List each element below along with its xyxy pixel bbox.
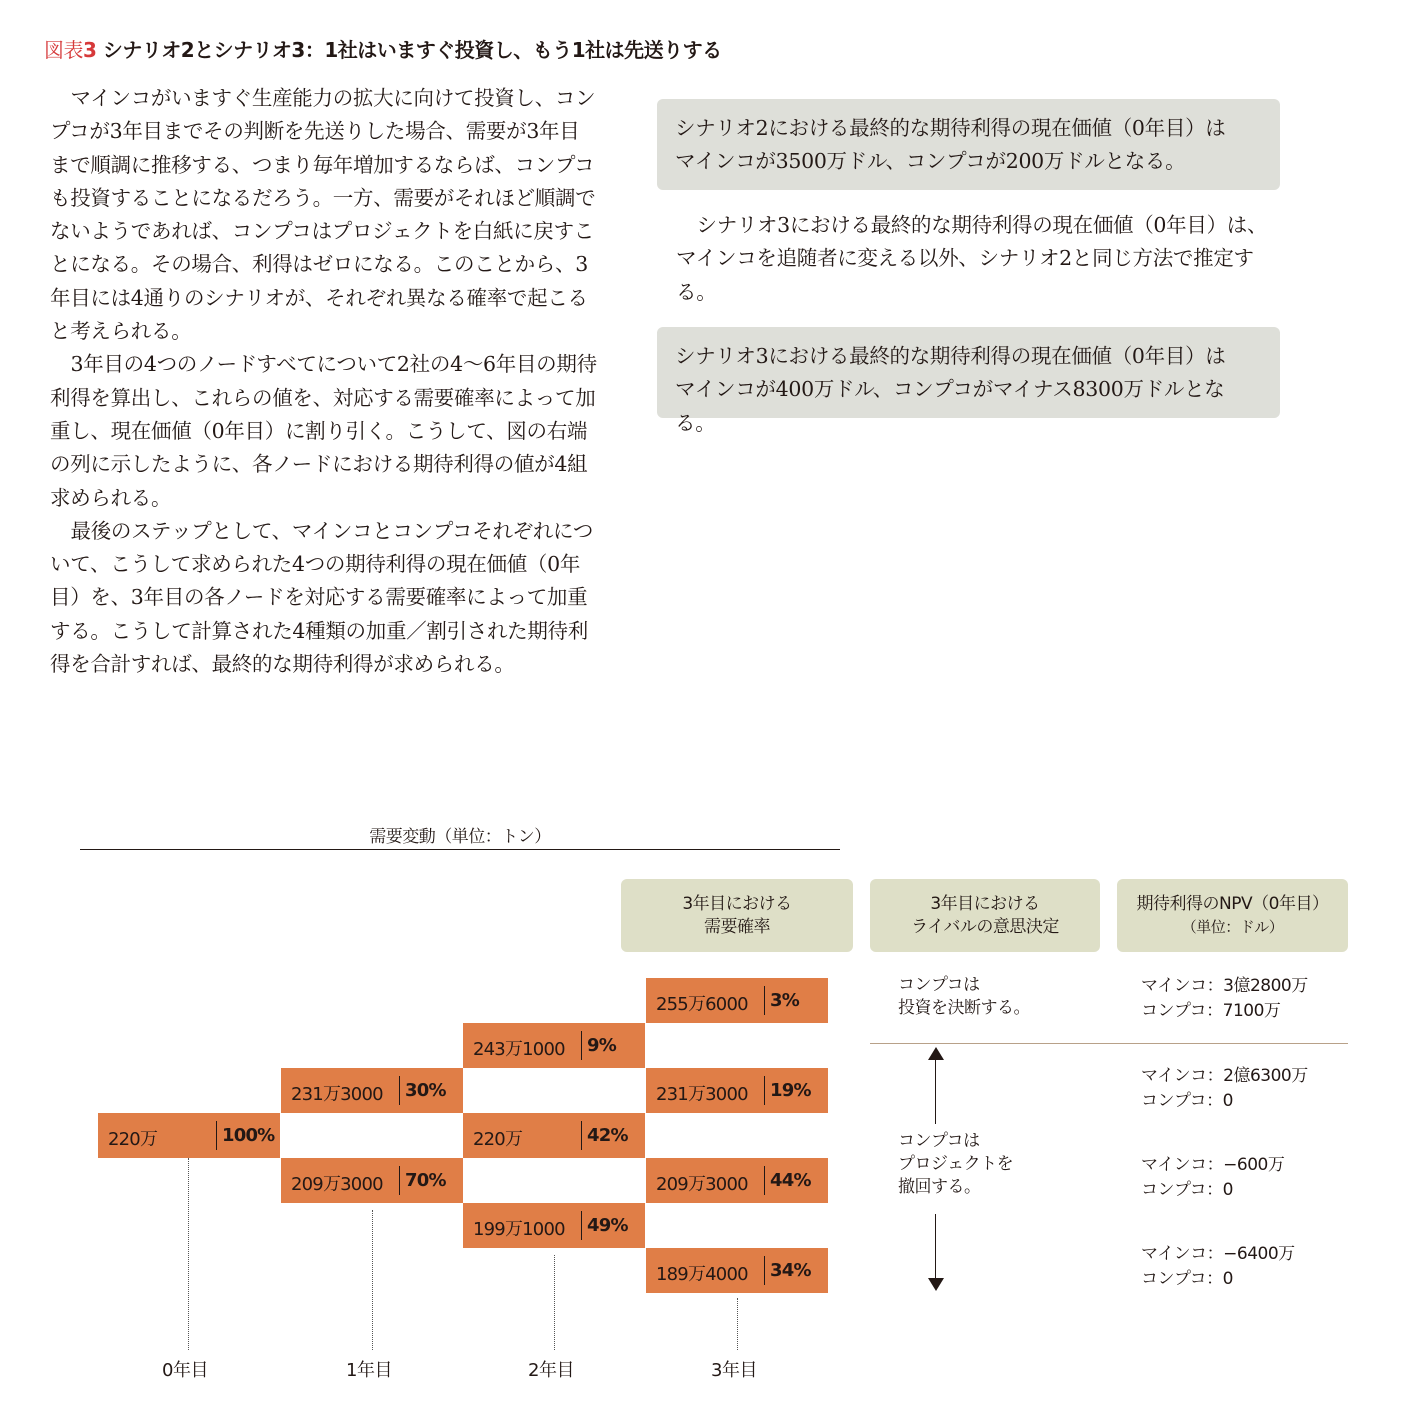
demand-probability: 9% — [587, 1035, 616, 1056]
body-paragraph-3: 最後のステップとして、マインコとコンプコそれぞれについて、こうして求められた4つの期待利得の現在価値（0年目）を、3年目の各ノードを対応する需要確率によって加重する。こうして計算された4種類の加重／割引された期待利得を合計すれば、最終的な期待利得が求められる。 — [50, 518, 594, 677]
demand-node — [463, 1023, 645, 1068]
demand-probability: 34% — [770, 1260, 811, 1281]
demand-probability: 3% — [770, 990, 799, 1011]
arrow-down-line — [935, 1214, 936, 1278]
arrow-down-icon — [928, 1278, 944, 1291]
header-npv — [1117, 879, 1348, 952]
demand-value: 189万4000 — [656, 1264, 748, 1285]
demand-node — [646, 1068, 828, 1113]
year3-guide-line — [737, 1298, 738, 1350]
chart-heading-rule — [80, 849, 840, 850]
npv-compco: コンプコ：0 — [1141, 1180, 1233, 1200]
demand-value: 231万3000 — [291, 1084, 383, 1105]
scenario3-explanation-text: シナリオ3における最終的な期待利得の現在価値（0年目）は、マインコを追随者に変える以外、シナリオ2と同じ方法で推定する。 — [676, 213, 1268, 304]
demand-probability: 19% — [770, 1080, 811, 1101]
header-npv-line2: （単位：ドル） — [1181, 917, 1284, 936]
figure-title — [44, 34, 722, 63]
header-dec-line2: ライバルの意思決定 — [911, 916, 1059, 937]
decision-invest-line2: 投資を決断する。 — [898, 998, 1030, 1018]
header-demand-probability — [621, 879, 853, 952]
demand-node — [646, 1158, 828, 1203]
chart-heading: 需要変動（単位：トン） — [369, 827, 551, 847]
decision-withdraw-line3: 撤回する。 — [898, 1177, 981, 1197]
decision-invest-line1: コンプコは — [898, 975, 980, 995]
year-label-1: 1年目 — [346, 1360, 392, 1381]
npv-entry — [1141, 1153, 1284, 1203]
year-label-0: 0年目 — [162, 1360, 208, 1381]
demand-node — [646, 1248, 828, 1293]
decision-invest — [898, 974, 1030, 1020]
decision-divider — [870, 1043, 1348, 1044]
header-prob-line1: 3年目における — [682, 893, 792, 914]
npv-maynco: マインコ：−600万 — [1141, 1155, 1285, 1175]
year2-guide-line — [554, 1255, 555, 1350]
demand-value: 231万3000 — [656, 1084, 748, 1105]
body-text — [50, 82, 598, 681]
decision-withdraw-line1: コンプコは — [898, 1131, 980, 1151]
body-paragraph-1: マインコがいますぐ生産能力の拡大に向けて投資し、コンプコが3年目までその判断を先送りした場合、需要が3年目まで順調に推移する、つまり毎年増加するならば、コンプコも投資することになるだろう。一方、需要がそれほど順調でないようであれば、コンプコはプロジェクトを白紙に戻すことになる。その場合、利得はゼロになる。このことから、3年目には4通りのシナリオが、それぞれ異なる確率で起こると考えられる。 — [50, 86, 596, 344]
npv-entry — [1141, 1064, 1308, 1114]
demand-value: 220万 — [473, 1129, 523, 1150]
year1-guide-line — [372, 1210, 373, 1350]
scenario3-result-line2: マインコが400万ドル、コンプコがマイナス8300万ドルとなる。 — [675, 377, 1225, 435]
header-npv-line1: 期待利得のNPV（0年目） — [1136, 893, 1329, 914]
demand-value: 255万6000 — [656, 994, 748, 1015]
header-rival-decision — [870, 879, 1100, 952]
demand-value: 209万3000 — [656, 1174, 748, 1195]
demand-probability: 100% — [222, 1125, 275, 1146]
demand-value: 243万1000 — [473, 1039, 565, 1060]
year0-guide-line — [188, 1158, 189, 1350]
scenario3-result-line1: シナリオ3における最終的な期待利得の現在価値（0年目）は — [675, 344, 1226, 368]
body-paragraph-2: 3年目の4つのノードすべてについて2社の4〜6年目の期待利得を算出し、これらの値を、対応する需要確率によって加重し、現在価値（0年目）に割り引く。こうして、図の右端の列に示したように、各ノードにおける期待利得の値が4組求められる。 — [50, 352, 597, 510]
header-prob-line2: 需要確率 — [703, 916, 770, 937]
demand-node — [281, 1158, 463, 1203]
decision-withdraw-line2: プロジェクトを — [898, 1154, 1014, 1174]
npv-maynco: マインコ：−6400万 — [1141, 1244, 1295, 1264]
npv-compco: コンプコ：0 — [1141, 1269, 1233, 1289]
demand-node — [463, 1113, 645, 1158]
figure-label: 図表 — [44, 38, 83, 62]
arrow-up-line — [935, 1060, 936, 1124]
npv-compco: コンプコ：7100万 — [1141, 1001, 1281, 1021]
demand-probability: 70% — [405, 1170, 446, 1191]
arrow-up-icon — [928, 1047, 944, 1060]
scenario3-explanation — [676, 209, 1276, 309]
decision-withdraw — [898, 1130, 1013, 1199]
demand-value: 199万1000 — [473, 1219, 565, 1240]
scenario2-result-box — [657, 99, 1280, 190]
demand-node — [98, 1113, 280, 1158]
npv-maynco: マインコ：2億6300万 — [1141, 1066, 1308, 1086]
year-label-2: 2年目 — [528, 1360, 574, 1381]
npv-maynco: マインコ：3億2800万 — [1141, 976, 1308, 996]
demand-probability: 44% — [770, 1170, 811, 1191]
demand-probability: 30% — [405, 1080, 446, 1101]
header-dec-line1: 3年目における — [930, 893, 1040, 914]
figure-title-text: シナリオ2とシナリオ3：1社はいますぐ投資し、もう1社は先送りする — [102, 38, 722, 62]
scenario2-result-line2: マインコが3500万ドル、コンプコが200万ドルとなる。 — [675, 149, 1186, 174]
demand-value: 209万3000 — [291, 1174, 383, 1195]
demand-value: 220万 — [108, 1129, 158, 1150]
npv-entry — [1141, 1242, 1295, 1292]
demand-node — [463, 1203, 645, 1248]
npv-compco: コンプコ：0 — [1141, 1091, 1233, 1111]
figure-number: 3 — [83, 38, 97, 62]
demand-node — [281, 1068, 463, 1113]
scenario3-result-box — [657, 327, 1280, 435]
year-label-3: 3年目 — [711, 1360, 757, 1381]
demand-probability: 49% — [587, 1215, 628, 1236]
npv-entry — [1141, 974, 1308, 1024]
scenario2-result-line1: シナリオ2における最終的な期待利得の現在価値（0年目）は — [675, 116, 1226, 140]
demand-probability: 42% — [587, 1125, 628, 1146]
demand-node — [646, 978, 828, 1023]
